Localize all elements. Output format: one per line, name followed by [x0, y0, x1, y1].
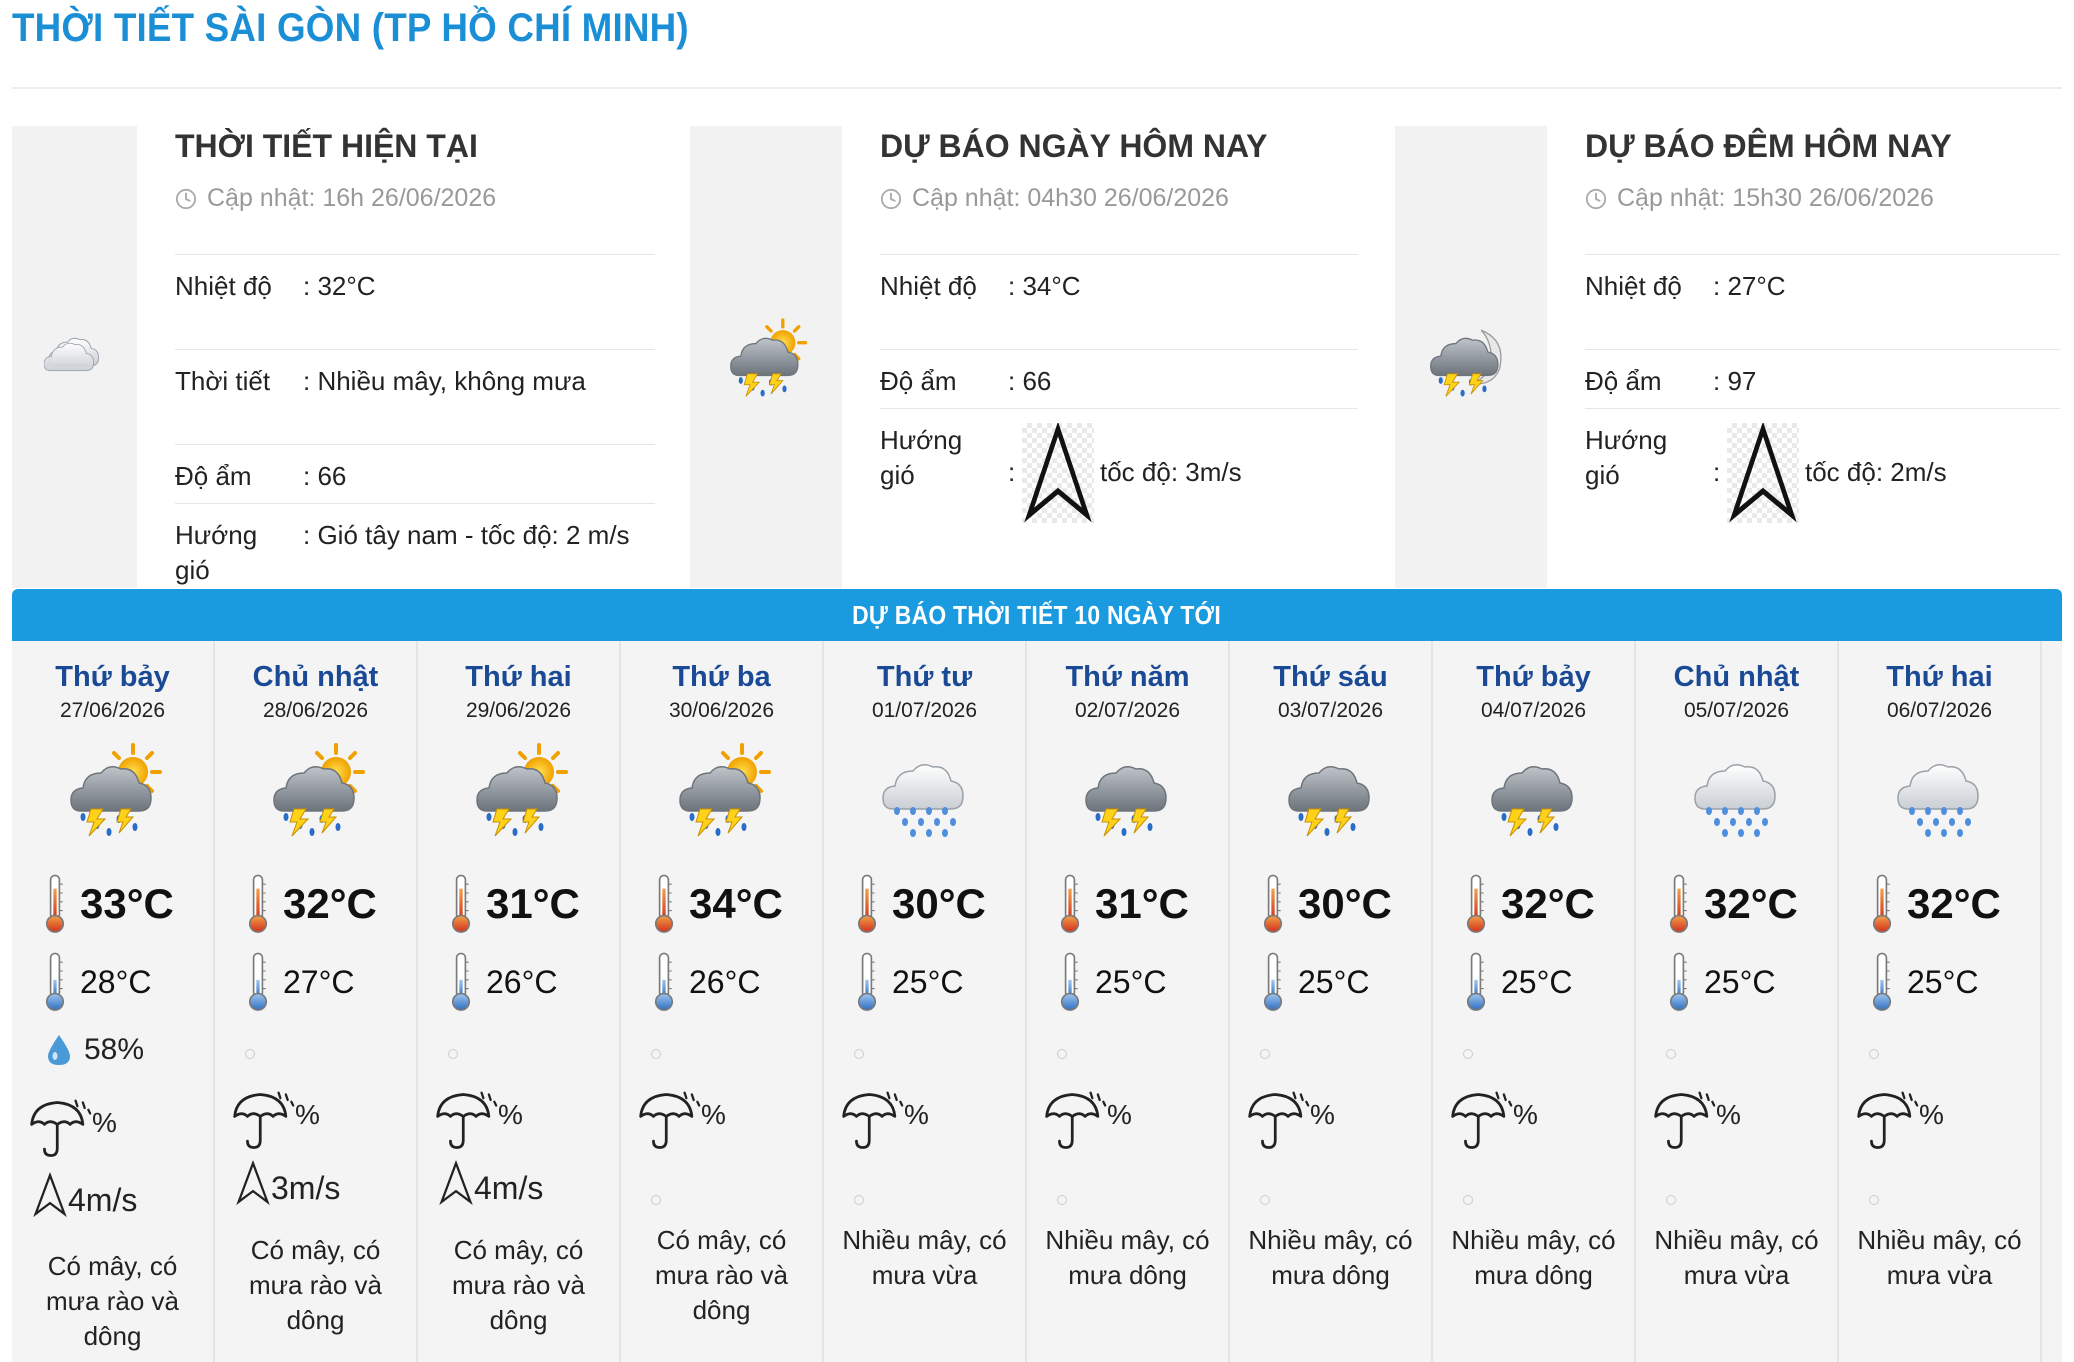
forecast-day — [215, 641, 418, 1362]
weather-description: Có mây, có mưa rào và dông — [45, 1251, 179, 1351]
page-title: THỜI TIẾT SÀI GÒN (TP HỒ CHÍ MINH) — [12, 6, 689, 50]
thunderstorm-cloud-icon — [1484, 739, 1584, 839]
thermometer-cold-icon — [1668, 951, 1690, 1013]
min-temperature: 25°C — [1262, 951, 1370, 1013]
humidity-row: Độ ẩm : 66 — [175, 444, 655, 503]
rain-chance: % — [1652, 1089, 1741, 1153]
day-name: Thứ hai — [1886, 661, 1993, 693]
empty-wind-dot — [651, 1195, 661, 1205]
max-temperature: 34°C — [653, 873, 783, 935]
panel-heading: THỜI TIẾT HIỆN TẠI — [175, 128, 478, 164]
weather-description: Nhiều mây, có mưa vừa — [842, 1225, 1007, 1290]
rain-cloud-icon — [1890, 739, 1990, 839]
weather-description: Nhiều mây, có mưa dông — [1248, 1225, 1413, 1290]
min-temperature: 25°C — [1059, 951, 1167, 1013]
day-date: 06/07/2026 — [1886, 699, 1993, 722]
thunderstorm-cloud-icon — [1281, 739, 1381, 839]
max-temperature: 32°C — [1668, 873, 1798, 935]
day-name: Thứ sáu — [1273, 661, 1388, 693]
forecast-day — [824, 641, 1027, 1362]
ten-day-forecast-grid — [12, 641, 2062, 1362]
wind-speed: 4m/s — [438, 1159, 543, 1207]
thunderstorm-sun-icon — [266, 739, 366, 839]
thunderstorm-moon-icon — [1429, 315, 1513, 399]
max-temperature: 32°C — [247, 873, 377, 935]
umbrella-icon — [1855, 1089, 1919, 1153]
weather-description: Có mây, có mưa rào và dông — [248, 1235, 382, 1335]
day-name: Thứ tư — [876, 661, 973, 693]
temperature-row: Nhiệt độ : 27°C — [1585, 254, 2060, 349]
thermometer-cold-icon — [450, 951, 472, 1013]
temperature-row: Nhiệt độ : 32°C — [175, 254, 655, 349]
day-name: Thứ năm — [1065, 661, 1190, 693]
thermometer-cold-icon — [1262, 951, 1284, 1013]
empty-wind-dot — [1463, 1195, 1473, 1205]
thermometer-cold-icon — [1059, 951, 1081, 1013]
empty-wind-dot — [1666, 1195, 1676, 1205]
umbrella-icon — [1652, 1089, 1716, 1153]
weather-description: Có mây, có mưa rào và dông — [654, 1225, 788, 1325]
current-weather-icon-column — [12, 126, 137, 588]
wind-direction-icon — [438, 1159, 474, 1207]
min-temperature: 26°C — [653, 951, 761, 1013]
min-temperature: 28°C — [44, 951, 152, 1013]
day-name: Thứ bảy — [55, 661, 170, 693]
day-date: 04/07/2026 — [1480, 699, 1587, 722]
thermometer-cold-icon — [653, 951, 675, 1013]
empty-humidity-dot — [1666, 1049, 1676, 1059]
day-date: 28/06/2026 — [262, 699, 369, 722]
tonight-forecast-panel — [1395, 126, 2062, 588]
forecast-day — [1230, 641, 1433, 1362]
forecast-day — [1636, 641, 1839, 1362]
min-temperature: 27°C — [247, 951, 355, 1013]
forecast-day — [1433, 641, 1636, 1362]
clock-icon — [880, 188, 902, 210]
update-time: Cập nhật: 15h30 26/06/2026 — [1585, 184, 1934, 213]
empty-humidity-dot — [1057, 1049, 1067, 1059]
day-date: 27/06/2026 — [59, 699, 166, 722]
max-temperature: 31°C — [450, 873, 580, 935]
wind-speed: 3m/s — [235, 1159, 340, 1207]
thermometer-hot-icon — [1262, 873, 1284, 935]
update-time: Cập nhật: 04h30 26/06/2026 — [880, 184, 1229, 213]
thunderstorm-cloud-icon — [1078, 739, 1178, 839]
rain-chance: % — [1449, 1089, 1538, 1153]
rain-chance: % — [840, 1089, 929, 1153]
day-date: 29/06/2026 — [465, 699, 572, 722]
thermometer-cold-icon — [856, 951, 878, 1013]
thermometer-hot-icon — [1465, 873, 1487, 935]
weather-description: Nhiều mây, có mưa dông — [1045, 1225, 1210, 1290]
condition-row: Thời tiết : Nhiều mây, không mưa — [175, 349, 655, 444]
humidity: 58% — [46, 1033, 144, 1067]
rain-chance: % — [28, 1097, 117, 1161]
title-divider — [12, 87, 2062, 89]
empty-humidity-dot — [1260, 1049, 1270, 1059]
empty-humidity-dot — [854, 1049, 864, 1059]
empty-wind-dot — [854, 1195, 864, 1205]
thermometer-hot-icon — [247, 873, 269, 935]
rain-cloud-icon — [1687, 739, 1787, 839]
min-temperature: 25°C — [1668, 951, 1776, 1013]
min-temperature: 25°C — [1871, 951, 1979, 1013]
wind-direction-icon — [32, 1171, 68, 1219]
wind-row: Hướng gió : tốc độ: 2m/s — [1585, 408, 2060, 529]
panel-heading: DỰ BÁO ĐÊM HÔM NAY — [1585, 128, 1952, 164]
day-name: Chủ nhật — [252, 661, 379, 693]
umbrella-icon — [231, 1089, 295, 1153]
umbrella-icon — [28, 1097, 92, 1161]
day-name: Thứ ba — [672, 661, 771, 693]
day-name: Thứ bảy — [1476, 661, 1591, 693]
empty-humidity-dot — [651, 1049, 661, 1059]
day-name: Chủ nhật — [1673, 661, 1800, 693]
wind-direction-icon — [235, 1159, 271, 1207]
panel-heading: DỰ BÁO NGÀY HÔM NAY — [880, 128, 1268, 164]
rain-chance: % — [434, 1089, 523, 1153]
empty-humidity-dot — [448, 1049, 458, 1059]
thunderstorm-sun-icon — [672, 739, 772, 839]
humidity-row: Độ ẩm : 97 — [1585, 349, 2060, 408]
day-name: Thứ hai — [465, 661, 572, 693]
empty-humidity-dot — [1869, 1049, 1879, 1059]
day-date: 05/07/2026 — [1683, 699, 1790, 722]
rain-cloud-icon — [875, 739, 975, 839]
clock-icon — [1585, 188, 1607, 210]
umbrella-icon — [840, 1089, 904, 1153]
thermometer-cold-icon — [247, 951, 269, 1013]
day-date: 02/07/2026 — [1074, 699, 1181, 722]
max-temperature: 32°C — [1871, 873, 2001, 935]
thermometer-hot-icon — [450, 873, 472, 935]
thunderstorm-sun-icon — [469, 739, 569, 839]
thermometer-cold-icon — [1465, 951, 1487, 1013]
thermometer-cold-icon — [44, 951, 66, 1013]
humidity-row: Độ ẩm : 66 — [880, 349, 1358, 408]
min-temperature: 25°C — [1465, 951, 1573, 1013]
min-temperature: 26°C — [450, 951, 558, 1013]
cloud-icon — [44, 326, 106, 388]
wind-row: Hướng gió : tốc độ: 3m/s — [880, 408, 1358, 529]
umbrella-icon — [1246, 1089, 1310, 1153]
empty-humidity-dot — [1463, 1049, 1473, 1059]
empty-wind-dot — [1260, 1195, 1270, 1205]
empty-humidity-dot — [245, 1049, 255, 1059]
max-temperature: 32°C — [1465, 873, 1595, 935]
umbrella-icon — [1449, 1089, 1513, 1153]
day-date: 03/07/2026 — [1277, 699, 1384, 722]
min-temperature: 25°C — [856, 951, 964, 1013]
rain-chance: % — [1246, 1089, 1335, 1153]
forecast-day — [418, 641, 621, 1362]
wind-direction-icon — [1727, 423, 1799, 523]
weather-description: Nhiều mây, có mưa vừa — [1654, 1225, 1819, 1290]
max-temperature: 30°C — [1262, 873, 1392, 935]
weather-description: Nhiều mây, có mưa dông — [1451, 1225, 1616, 1290]
thermometer-hot-icon — [1059, 873, 1081, 935]
forecast-day — [12, 641, 215, 1362]
today-forecast-panel — [690, 126, 1360, 588]
umbrella-icon — [434, 1089, 498, 1153]
empty-wind-dot — [1869, 1195, 1879, 1205]
rain-chance: % — [231, 1089, 320, 1153]
temperature-row: Nhiệt độ : 34°C — [880, 254, 1358, 349]
forecast-day — [1839, 641, 2042, 1362]
max-temperature: 33°C — [44, 873, 174, 935]
rain-chance: % — [1855, 1089, 1944, 1153]
rain-chance: % — [637, 1089, 726, 1153]
wind-speed: 4m/s — [32, 1171, 137, 1219]
forecast-banner: DỰ BÁO THỜI TIẾT 10 NGÀY TỚI — [12, 589, 2062, 641]
thermometer-hot-icon — [44, 873, 66, 935]
umbrella-icon — [1043, 1089, 1107, 1153]
update-time: Cập nhật: 16h 26/06/2026 — [175, 184, 496, 213]
thunderstorm-sun-icon — [63, 739, 163, 839]
thermometer-cold-icon — [1871, 951, 1893, 1013]
weather-description: Có mây, có mưa rào và dông — [451, 1235, 585, 1335]
max-temperature: 30°C — [856, 873, 986, 935]
day-date: 30/06/2026 — [668, 699, 775, 722]
thermometer-hot-icon — [653, 873, 675, 935]
day-date: 01/07/2026 — [871, 699, 978, 722]
forecast-day — [1027, 641, 1230, 1362]
water-drop-icon — [46, 1033, 72, 1067]
current-weather-panel — [12, 126, 655, 588]
thermometer-hot-icon — [1668, 873, 1690, 935]
thermometer-hot-icon — [856, 873, 878, 935]
empty-wind-dot — [1057, 1195, 1067, 1205]
umbrella-icon — [637, 1089, 701, 1153]
today-icon-column — [690, 126, 842, 588]
tonight-icon-column — [1395, 126, 1547, 588]
rain-chance: % — [1043, 1089, 1132, 1153]
forecast-day — [621, 641, 824, 1362]
wind-direction-icon — [1022, 423, 1094, 523]
max-temperature: 31°C — [1059, 873, 1189, 935]
weather-description: Nhiều mây, có mưa vừa — [1857, 1225, 2022, 1290]
wind-row: Hướng gió : Gió tây nam - tốc độ: 2 m/s — [175, 503, 655, 598]
thunderstorm-sun-icon — [724, 315, 808, 399]
thermometer-hot-icon — [1871, 873, 1893, 935]
clock-icon — [175, 188, 197, 210]
